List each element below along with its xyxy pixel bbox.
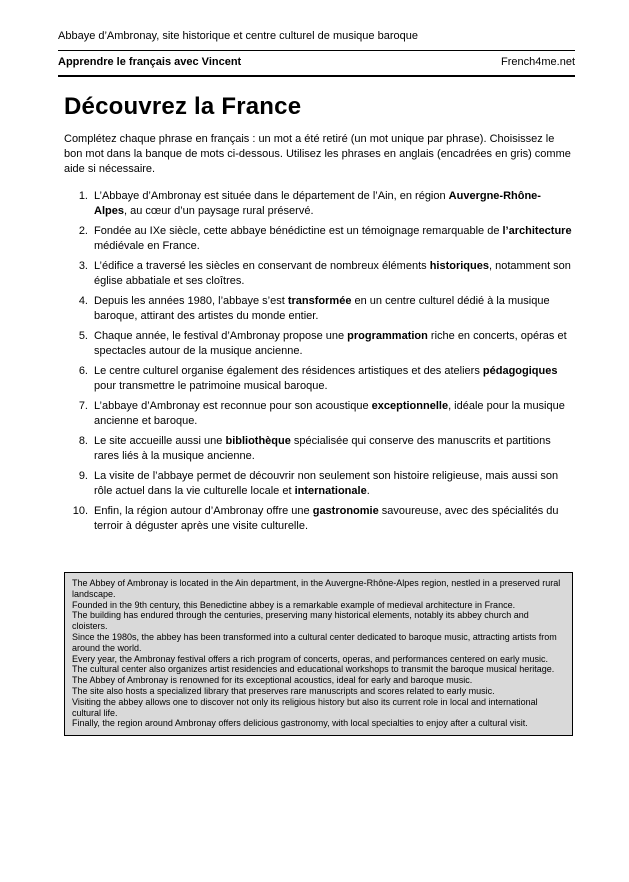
- item-sentence: [94, 294, 573, 324]
- sentence-before: Enfin, la région autour d’Ambronay offre une: [94, 505, 313, 517]
- instructions-paragraph: Complétez chaque phrase en français : un mot a été retiré (un mot unique par phrase). Choisissez le bon mot dans la banque de mots ci-dessous. Utilisez les phrases en anglais (encadrées en gris) comme aide si nécessaire.: [64, 133, 571, 175]
- item-sentence: [94, 224, 573, 254]
- sentence-after: spécialisée qui conserve des manuscrits et partitions rares liés à la musique ancienne.: [94, 435, 551, 462]
- english-hint-line: Founded in the 9th century, this Benedictine abbey is a remarkable example of medieval architecture in France.: [72, 599, 516, 610]
- item-number: 7.: [78, 400, 88, 412]
- item-sentence: [94, 504, 573, 534]
- item-sentence: [94, 364, 573, 394]
- item-number: 1.: [78, 190, 88, 202]
- sentence-before: Fondée au IXe siècle, cette abbaye bénédictine est un témoignage remarquable de: [94, 225, 503, 237]
- answer-word: l’architecture: [502, 225, 572, 237]
- sentence-after: savoureuse, avec des spécialités du terroir à déguster après une visite culturelle.: [94, 505, 559, 532]
- item-number: 4.: [78, 295, 88, 307]
- sentence-after: .: [366, 485, 370, 497]
- sentence-before: L’Abbaye d’Ambronay est située dans le département de l’Ain, en région: [94, 190, 449, 202]
- answer-word: bibliothèque: [225, 435, 291, 447]
- sentence-after: , notamment son église abbatiale et ses cloîtres.: [94, 260, 571, 287]
- sentence-before: La visite de l’abbaye permet de découvrir non seulement son histoire religieuse, mais aussi son rôle actuel dans la vie culturelle locale et: [94, 470, 559, 497]
- item-number: 10.: [72, 505, 88, 517]
- english-hint-line: Finally, the region around Ambronay offers delicious gastronomy, with local specialties to enjoy after a cultural visit.: [72, 718, 528, 729]
- sentence-before: Le centre culturel organise également des résidences artistiques et des ateliers: [94, 365, 483, 377]
- item-sentence: [94, 469, 573, 499]
- item-number: 5.: [78, 330, 88, 342]
- sentence-after: riche en concerts, opéras et spectacles autour de la musique ancienne.: [94, 330, 567, 357]
- sentence-after: en un centre culturel dédié à la musique baroque, attirant des artistes du monde entier.: [94, 295, 550, 322]
- sentence-after: médiévale en France.: [94, 240, 200, 252]
- exercise-item: [64, 329, 573, 359]
- item-number: 9.: [78, 470, 88, 482]
- exercise-item: [64, 364, 573, 394]
- answer-word: historiques: [429, 260, 489, 272]
- sentence-before: L’édifice a traversé les siècles en conservant de nombreux éléments: [94, 260, 430, 272]
- english-hint-line: The site also hosts a specialized library that preserves rare manuscripts and scores related to early music.: [72, 685, 495, 696]
- brand-title: Apprendre le français avec Vincent: [58, 56, 242, 68]
- item-sentence: [94, 259, 573, 289]
- english-hint-line: Visiting the abbey allows one to discover not only its religious history but also its current role in local and international cultural life.: [72, 696, 538, 718]
- sentence-before: Le site accueille aussi une: [94, 435, 226, 447]
- document-subject-header: Abbaye d’Ambronay, site historique et centre culturel de musique baroque: [58, 30, 575, 51]
- exercise-item: [64, 399, 573, 429]
- sentence-before: L’abbaye d’Ambronay est reconnue pour son acoustique: [94, 400, 372, 412]
- sentence-before: Depuis les années 1980, l’abbaye s’est: [94, 295, 288, 307]
- sentence-after: , idéale pour la musique ancienne et baroque.: [94, 400, 565, 427]
- english-hint-line: The Abbey of Ambronay is renowned for its exceptional acoustics, ideal for early and baroque music.: [72, 675, 473, 686]
- answer-word: internationale: [294, 485, 367, 497]
- english-hint-box: [64, 572, 573, 736]
- item-sentence: [94, 329, 573, 359]
- english-hint-line: Since the 1980s, the abbey has been transformed into a cultural center dedicated to baroque music, attracting artists from around the world.: [72, 631, 557, 653]
- exercise-item: [64, 434, 573, 464]
- item-sentence: [94, 399, 573, 429]
- item-number: 3.: [78, 260, 88, 272]
- brand-website: French4me.net: [501, 56, 575, 68]
- answer-word: Auvergne-Rhône-Alpes: [94, 190, 541, 217]
- english-hint-line: The Abbey of Ambronay is located in the Ain department, in the Auvergne-Rhône-Alpes region, nestled in a preserved rural landscape.: [72, 578, 561, 599]
- item-number: 2.: [78, 225, 88, 237]
- answer-word: transformée: [287, 295, 352, 307]
- exercise-list: [64, 189, 573, 534]
- item-number: 8.: [78, 435, 88, 447]
- brand-bar: [58, 51, 575, 77]
- exercise-item: [64, 294, 573, 324]
- english-hint-line: The building has endured through the centuries, preserving many historical elements, notably its abbey church and cloisters.: [72, 610, 529, 632]
- exercise-item: [64, 189, 573, 219]
- exercise-item: [64, 504, 573, 534]
- page-title: Découvrez la France: [64, 93, 302, 120]
- item-sentence: [94, 189, 573, 219]
- document-content: [64, 93, 573, 736]
- english-hint-line: The cultural center also organizes artist residencies and educational workshops to transmit the baroque musical heritage.: [72, 664, 555, 675]
- exercise-item: [64, 259, 573, 289]
- answer-word: programmation: [347, 330, 428, 342]
- answer-word: gastronomie: [312, 505, 379, 517]
- sentence-before: Chaque année, le festival d’Ambronay propose une: [94, 330, 348, 342]
- item-number: 6.: [78, 365, 88, 377]
- item-sentence: [94, 434, 573, 464]
- exercise-item: [64, 224, 573, 254]
- exercise-item: [64, 469, 573, 499]
- sentence-after: pour transmettre le patrimoine musical baroque.: [94, 380, 328, 392]
- english-hint-line: Every year, the Ambronay festival offers a rich program of concerts, operas, and performances centered on early music.: [72, 653, 549, 664]
- sentence-after: , au cœur d’un paysage rural préservé.: [123, 205, 314, 217]
- answer-word: pédagogiques: [482, 365, 558, 377]
- answer-word: exceptionnelle: [371, 400, 449, 412]
